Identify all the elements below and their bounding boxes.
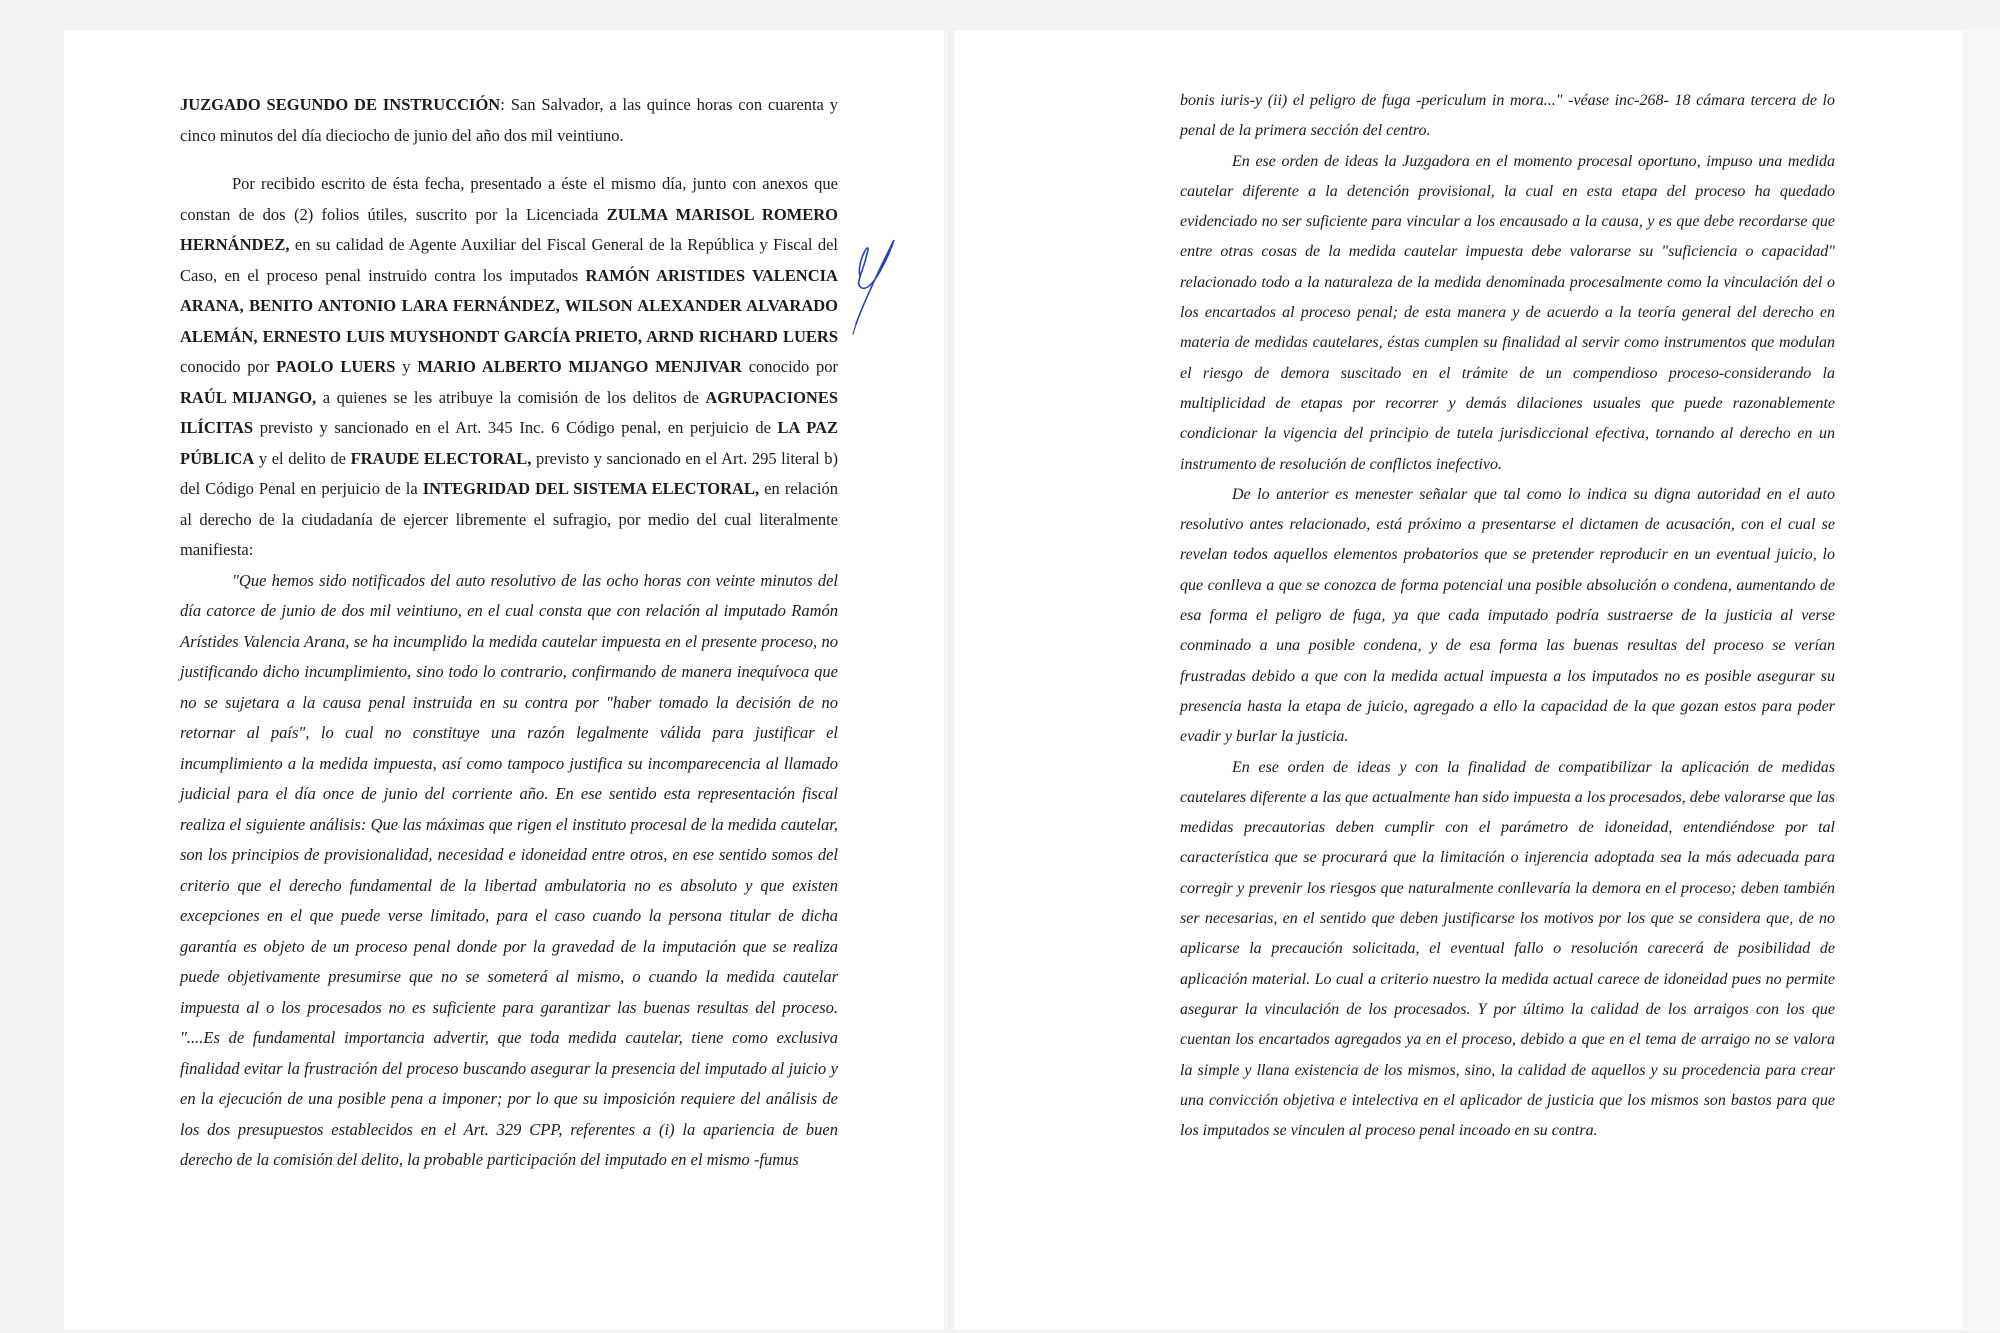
accused-names: RAMÓN ARISTIDES VALENCIA ARANA, BENITO ANTONIO LARA FERNÁNDEZ, WILSON ALEXANDER ALVARADO ALEMÁN, ERNESTO LUIS MUYSHONDT GARCÍA PRIETO, ARND RICHARD LUERS: [180, 265, 838, 346]
right-paragraph-2: En ese orden de ideas la Juzgadora en el momento procesal oportuno, impuso una medida cautelar diferente a la detención provisional, la cual en esta etapa del proceso ha quedado evidenciado no ser suficiente para vincular a los encausado a la causa, y es que debe recordarse que entre otras cosas de la medida cautelar impuesta debe valorarse su "suficiencia o capacidad" relacionado todo a la naturaleza de la medida denominada procesalmente como la vinculación del o los encartados al proceso penal; de esta manera y de acuerdo a la teoría general del derecho en materia de medidas cautelares, éstas cumplen su finalidad al servir como instrumentos que modulan el riesgo de demora suscitado en el trámite de un compendioso proceso-considerando la multiplicidad de etapas por recorrer y demás dilaciones usuales que puede razonablemente condicionar la vigencia del principio de tutela jurisdiccional efectiva, tornando al derecho en un instrumento de resolución de conflictos inefectivo.: [1180, 152, 1835, 473]
victim-sistema-electoral: INTEGRIDAD DEL SISTEMA ELECTORAL,: [422, 479, 760, 498]
alias-raul: RAÚL MIJANGO,: [180, 387, 317, 407]
accused-mijango: MARIO ALBERTO MIJANGO MENJIVAR: [417, 357, 742, 376]
quoted-statement: "Que hemos sido notificados del auto resolutivo de las ocho horas con veinte minutos del día catorce de junio de dos mil veintiuno, en el cual consta que con relación al imputado Ramón Arístides Valencia Arana, se ha incumplido la medida cautelar impuesta en el presente proceso, no justificando dicho incumplimiento, sino todo lo contrario, confirmando de manera inequívoca que no se sujetara a la causa penal instruida en su contra por "haber tomado la decisión de no retornar al país", lo cual no constituye una razón legalmente válida para justificar el incumplimiento a la medida impuesta, así como tampoco justifica su incomparecencia al llamado judicial para el día once de junio del corriente año. En ese sentido esta representación fiscal realiza el siguiente análisis: Que las máximas que rigen el instituto procesal de la medida cautelar, son los principios de provisionalidad, necesidad e idoneidad entre otros, en ese sentido somos del criterio que el derecho fundamental de la libertad ambulatoria no es absoluto y que existen excepciones en el que puede verse limitado, para el caso cuando la persona titular de dicha garantía es objeto de un proceso penal donde por la gravedad de la imputación que se realiza puede objetivamente presumirse que no se someterá al mismo, o cuando la medida cautelar impuesta al o los procesados no es suficiente para garantizar las buenas resultas del proceso. "....Es de fundamental importancia advertir, que toda medida cautelar, tiene como exclusiva finalidad evitar la frustración del proceso buscando asegurar la presencia del imputado al juicio y en la ejecución de una posible pena a imponer; por lo que su imposición requiere del análisis de los dos presupuestos establecidos en el Art. 329 CPP, referentes a (i) la apariencia de buen derecho de la comisión del delito, la probable participación del imputado en el mismo -fumus: [180, 570, 838, 1169]
right-page-text: [1180, 86, 1835, 1146]
alias-paolo: PAOLO LUERS: [276, 357, 396, 376]
next-page-edge: [1962, 30, 2000, 1330]
header-paragraph: JUZGADO SEGUNDO DE INSTRUCCIÓN: San Salvador, a las quince horas con cuarenta y cinco minutos del día dieciocho de junio del año dos mil veintiuno.: [180, 95, 838, 145]
crime-agrupaciones: AGRUPACIONES ILÍCITAS: [180, 387, 838, 437]
handwritten-signature: [850, 206, 950, 356]
right-paragraph-4: En ese orden de ideas y con la finalidad de compatibilizar la aplicación de medidas cautelares diferente a las que actualmente han sido impuesta a los procesados, debe valorarse que las medidas precautorias deben cumplir con el parámetro de idoneidad, entendiéndose por tal característica que se procurará que la limitación o injerencia adoptada sea la más adecuada para corregir y prevenir los riesgos que naturalmente conllevaría la demora en el proceso; deben también ser necesarias, en el sentido que deben justificarse los motivos por los que se considera que, de no aplicarse la precaución solicitada, el eventual fallo o resolución carecerá de posibilidad de aplicación material. Lo cual a criterio nuestro la medida actual carece de idoneidad pues no permite asegurar la vinculación de los procesados. Y por último la calidad de los arraigos con los que cuentan los encartados agregados ya en el proceso, debido a que en el tema de arraigo no se valora la simple y llana existencia de los mismos, sino, la calidad de aquellos y su procedencia para crear una convicción objetiva e intelectiva en el aplicador de justicia que los mismos son bastos para que los imputados se vinculen al proceso penal incoado en su contra.: [1180, 758, 1836, 1140]
victim-paz-publica: LA PAZ PÚBLICA: [180, 418, 838, 468]
crime-fraude: FRAUDE ELECTORAL,: [350, 448, 532, 468]
left-page-text: [180, 90, 838, 1176]
right-paragraph-3: De lo anterior es menester señalar que tal como lo indica su digna autoridad en el auto resolutivo antes relacionado, está próximo a presentarse el dictamen de acusación, con el cual se revelan todos aquellos elementos probatorios que se pretender reproducir en un eventual juicio, lo que conlleva a que se conozca de forma potencial una posible absolución o condena, aumentando de esa forma el peligro de fuga, ya que cada imputado podría sustraerse de la justicia al verse conminado a una posible condena, y de esa forma las buenas resultas del proceso se verían frustradas debido a que con la medida actual impuesta a los imputados no es posible asegurar su presencia hasta la etapa de juicio, agregado a ello la capacidad de la que gozan estos para poder evadir y burlar la justicia.: [1180, 485, 1835, 746]
prosecutor-name: ZULMA MARISOL ROMERO HERNÁNDEZ,: [180, 204, 838, 254]
received-paragraph: Por recibido escrito de ésta fecha, presentado a éste el mismo día, junto con anexos que constan de dos (2) folios útiles, suscrito por la Licenciada ZULMA MARISOL ROMERO HERNÁNDEZ, en su calidad de Agente Auxiliar del Fiscal General de la República y Fiscal del Caso, en el proceso penal instruido contra los imputados RAMÓN ARISTIDES VALENCIA ARANA, BENITO ANTONIO LARA FERNÁNDEZ, WILSON ALEXANDER ALVARADO ALEMÁN, ERNESTO LUIS MUYSHONDT GARCÍA PRIETO, ARND RICHARD LUERS conocido por PAOLO LUERS y MARIO ALBERTO MIJANGO MENJIVAR conocido por RAÚL MIJANGO, a quienes se les atribuye la comisión de los delitos de AGRUPACIONES ILÍCITAS previsto y sancionado en el Art. 345 Inc. 6 Código penal, en perjuicio de LA PAZ PÚBLICA y el delito de FRAUDE ELECTORAL, previsto y sancionado en el Art. 295 literal b) del Código Penal en perjuicio de la INTEGRIDAD DEL SISTEMA ELECTORAL, en relación al derecho de la ciudadanía de ejercer libremente el sufragio, por medio del cual literalmente manifiesta:: [180, 174, 839, 559]
right-paragraph-1: bonis iuris-y (ii) el peligro de fuga -periculum in mora..." -véase inc-268- 18 cámara tercera de lo penal de la primera sección del centro.: [1180, 92, 1835, 140]
court-name: JUZGADO SEGUNDO DE INSTRUCCIÓN: [180, 95, 501, 114]
